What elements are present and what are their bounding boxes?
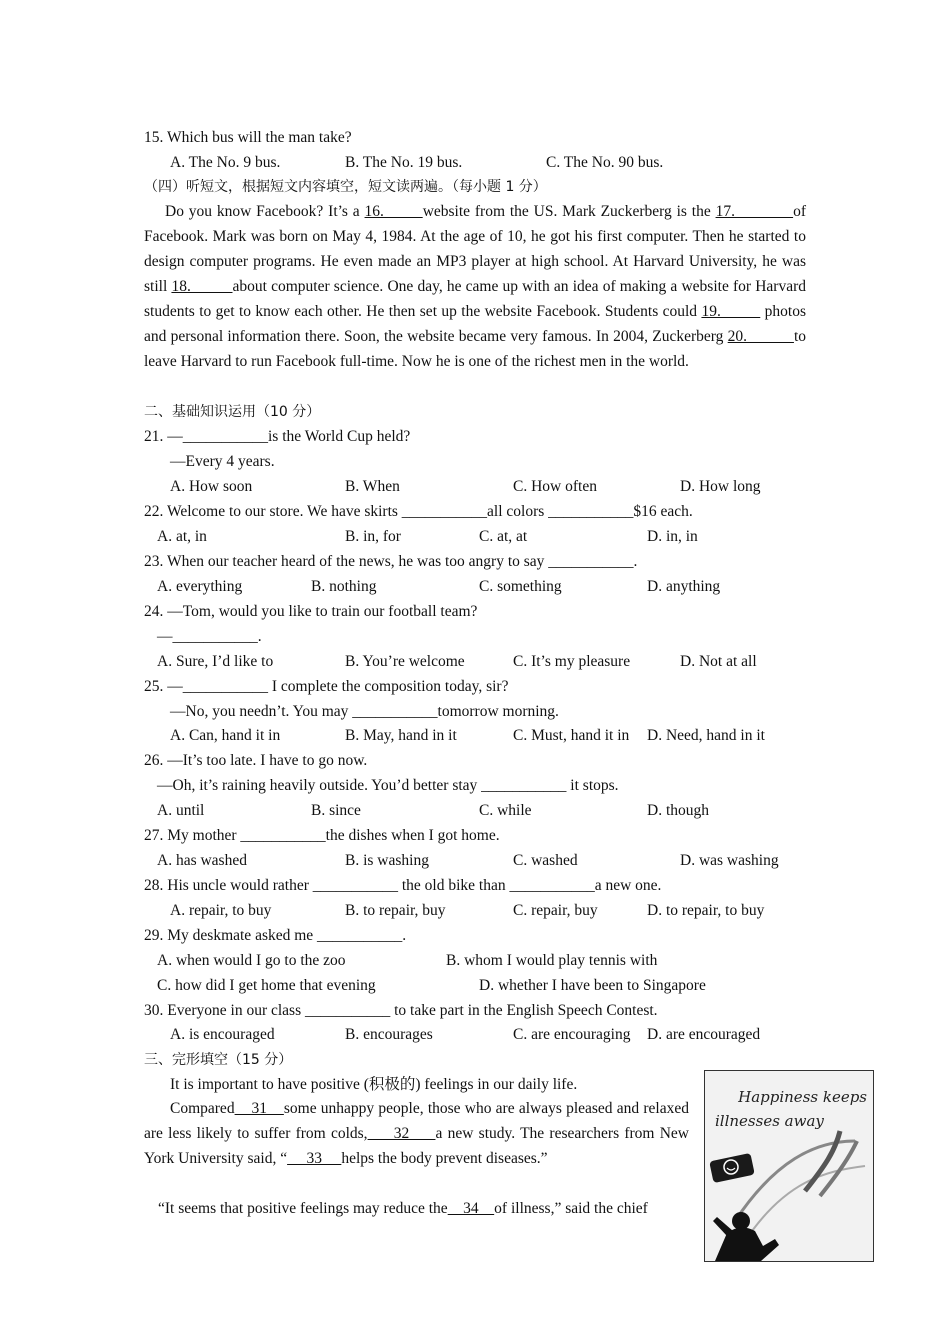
caption-line-1: Happiness keeps [738, 1088, 867, 1106]
q15-option-a: A. The No. 9 bus. [170, 154, 281, 171]
q22-option-d: D. in, in [647, 528, 698, 545]
q30-stem: 30. Everyone in our class ___________ to take part in the English Speech Contest. [144, 1002, 658, 1019]
q25-option-d: D. Need, hand in it [647, 727, 765, 744]
q24-reply: —___________. [157, 628, 262, 645]
q24-option-b: B. You’re welcome [345, 653, 465, 670]
q28-option-c: C. repair, buy [513, 902, 598, 919]
q22-option-a: A. at, in [157, 528, 207, 545]
person-silhouette-icon [713, 1212, 779, 1261]
blank-34: 34 [447, 1200, 495, 1217]
section2-heading: 二、基础知识运用（10 分） [144, 404, 321, 420]
q24-option-c: C. It’s my pleasure [513, 653, 631, 670]
illustration-graphic [705, 1071, 873, 1261]
q21-option-b: B. When [345, 478, 400, 495]
q27-option-c: C. washed [513, 852, 578, 869]
q26-stem: 26. —It’s too late. I have to go now. [144, 752, 368, 769]
blank-16: 16. [364, 203, 423, 220]
q27-option-d: D. was washing [680, 852, 779, 869]
q26-option-c: C. while [479, 802, 532, 819]
q21-option-c: C. How often [513, 478, 597, 495]
q28-stem: 28. His uncle would rather ___________ the old bike than ___________a new one. [144, 877, 662, 894]
q24-stem: 24. —Tom, would you like to train our football team? [144, 603, 478, 620]
q27-option-a: A. has washed [157, 852, 247, 869]
q25-option-a: A. Can, hand it in [170, 727, 281, 744]
q27-option-b: B. is washing [345, 852, 429, 869]
q25-reply: —No, you needn’t. You may ___________tomorrow morning. [170, 703, 559, 720]
q22-stem: 22. Welcome to our store. We have skirts ___________all colors ___________$16 each. [144, 503, 693, 520]
q30-option-a: A. is encouraged [170, 1026, 275, 1043]
blank-18: 18. [171, 278, 233, 295]
q23-option-c: C. something [479, 578, 562, 595]
blank-31: 31 [234, 1100, 284, 1117]
q28-option-a: A. repair, to buy [170, 902, 272, 919]
q21-stem: 21. —___________is the World Cup held? [144, 428, 411, 445]
q15-option-b: B. The No. 19 bus. [345, 154, 463, 171]
q29-option-b: B. whom I would play tennis with [446, 952, 658, 969]
q30-option-c: C. are encouraging [513, 1026, 631, 1043]
q21-option-a: A. How soon [170, 478, 253, 495]
q23-option-a: A. everything [157, 578, 243, 595]
q26-option-d: D. though [647, 802, 709, 819]
cloze-paragraph-2: “It seems that positive feelings may reduce the 34 of illness,” said the chief [158, 1200, 648, 1217]
q23-option-b: B. nothing [311, 578, 377, 595]
caption-line-2: illnesses away [715, 1112, 824, 1130]
q30-option-b: B. encourages [345, 1026, 433, 1043]
section4-heading: （四）听短文，根据短文内容填空，短文读两遍。（每小题 1 分） [144, 179, 547, 195]
cloze-intro: It is important to have positive (积极的) feelings in our daily life. [170, 1076, 578, 1093]
q26-reply: —Oh, it’s raining heavily outside. You’d better stay ___________ it stops. [157, 777, 619, 794]
q15-option-c: C. The No. 90 bus. [546, 154, 664, 171]
listening-passage: Do you know Facebook? It’s a 16. website from the US. Mark Zuckerberg is the 17. of Facebook. Mark was born on May 4, 1984. At the age of 10, he got his first computer. Then he started to design computer programs. He even made an MP3 player at high school. At Harvard University, he was still 18. about computer science. One day, he came up with an idea of making a website for Harvard students to get to know each other. He then set up the website Facebook. Students could 19. photos and personal information there. Soon, the website became very famous. In 2004, Zuckerberg 20. to leave Harvard to run Facebook full-time. Now he is one of the richest men in the world. [144, 203, 807, 370]
q27-stem: 27. My mother ___________the dishes when I got home. [144, 827, 500, 844]
q29-stem: 29. My deskmate asked me ___________. [144, 927, 407, 944]
q30-option-d: D. are encouraged [647, 1026, 761, 1043]
q15-stem: 15. Which bus will the man take? [144, 129, 352, 146]
section3-heading: 三、完形填空（15 分） [144, 1052, 293, 1068]
blank-32: 32 [367, 1125, 436, 1142]
q22-option-b: B. in, for [345, 528, 401, 545]
q29-option-d: D. whether I have been to Singapore [479, 977, 706, 994]
q28-option-b: B. to repair, buy [345, 902, 446, 919]
q26-option-a: A. until [157, 802, 205, 819]
q21-reply: —Every 4 years. [170, 453, 275, 470]
blank-19: 19. [701, 303, 761, 320]
q22-option-c: C. at, at [479, 528, 528, 545]
cloze-paragraph: Compared 31 some unhappy people, those who are always pleased and relaxed are less likely to suffer from colds, 32 a new study. The researchers from New York University said, “ 33 helps the body prevent diseases.” [144, 1100, 689, 1167]
q26-option-b: B. since [311, 802, 361, 819]
pill-icon [709, 1153, 755, 1183]
q23-option-d: D. anything [647, 578, 721, 595]
q25-option-c: C. Must, hand it in [513, 727, 630, 744]
q21-option-d: D. How long [680, 478, 761, 495]
blank-33: 33 [287, 1150, 342, 1167]
q24-option-a: A. Sure, I’d like to [157, 653, 274, 670]
q24-option-d: D. Not at all [680, 653, 757, 670]
blank-17: 17. [715, 203, 794, 220]
q28-option-d: D. to repair, to buy [647, 902, 765, 919]
q25-option-b: B. May, hand in it [345, 727, 457, 744]
blank-20: 20. [727, 328, 794, 345]
q29-option-c: C. how did I get home that evening [157, 977, 376, 994]
q29-option-a: A. when would I go to the zoo [157, 952, 346, 969]
q25-stem: 25. —___________ I complete the composition today, sir? [144, 678, 509, 695]
happiness-illustration [704, 1070, 874, 1262]
q23-stem: 23. When our teacher heard of the news, he was too angry to say ___________. [144, 553, 638, 570]
